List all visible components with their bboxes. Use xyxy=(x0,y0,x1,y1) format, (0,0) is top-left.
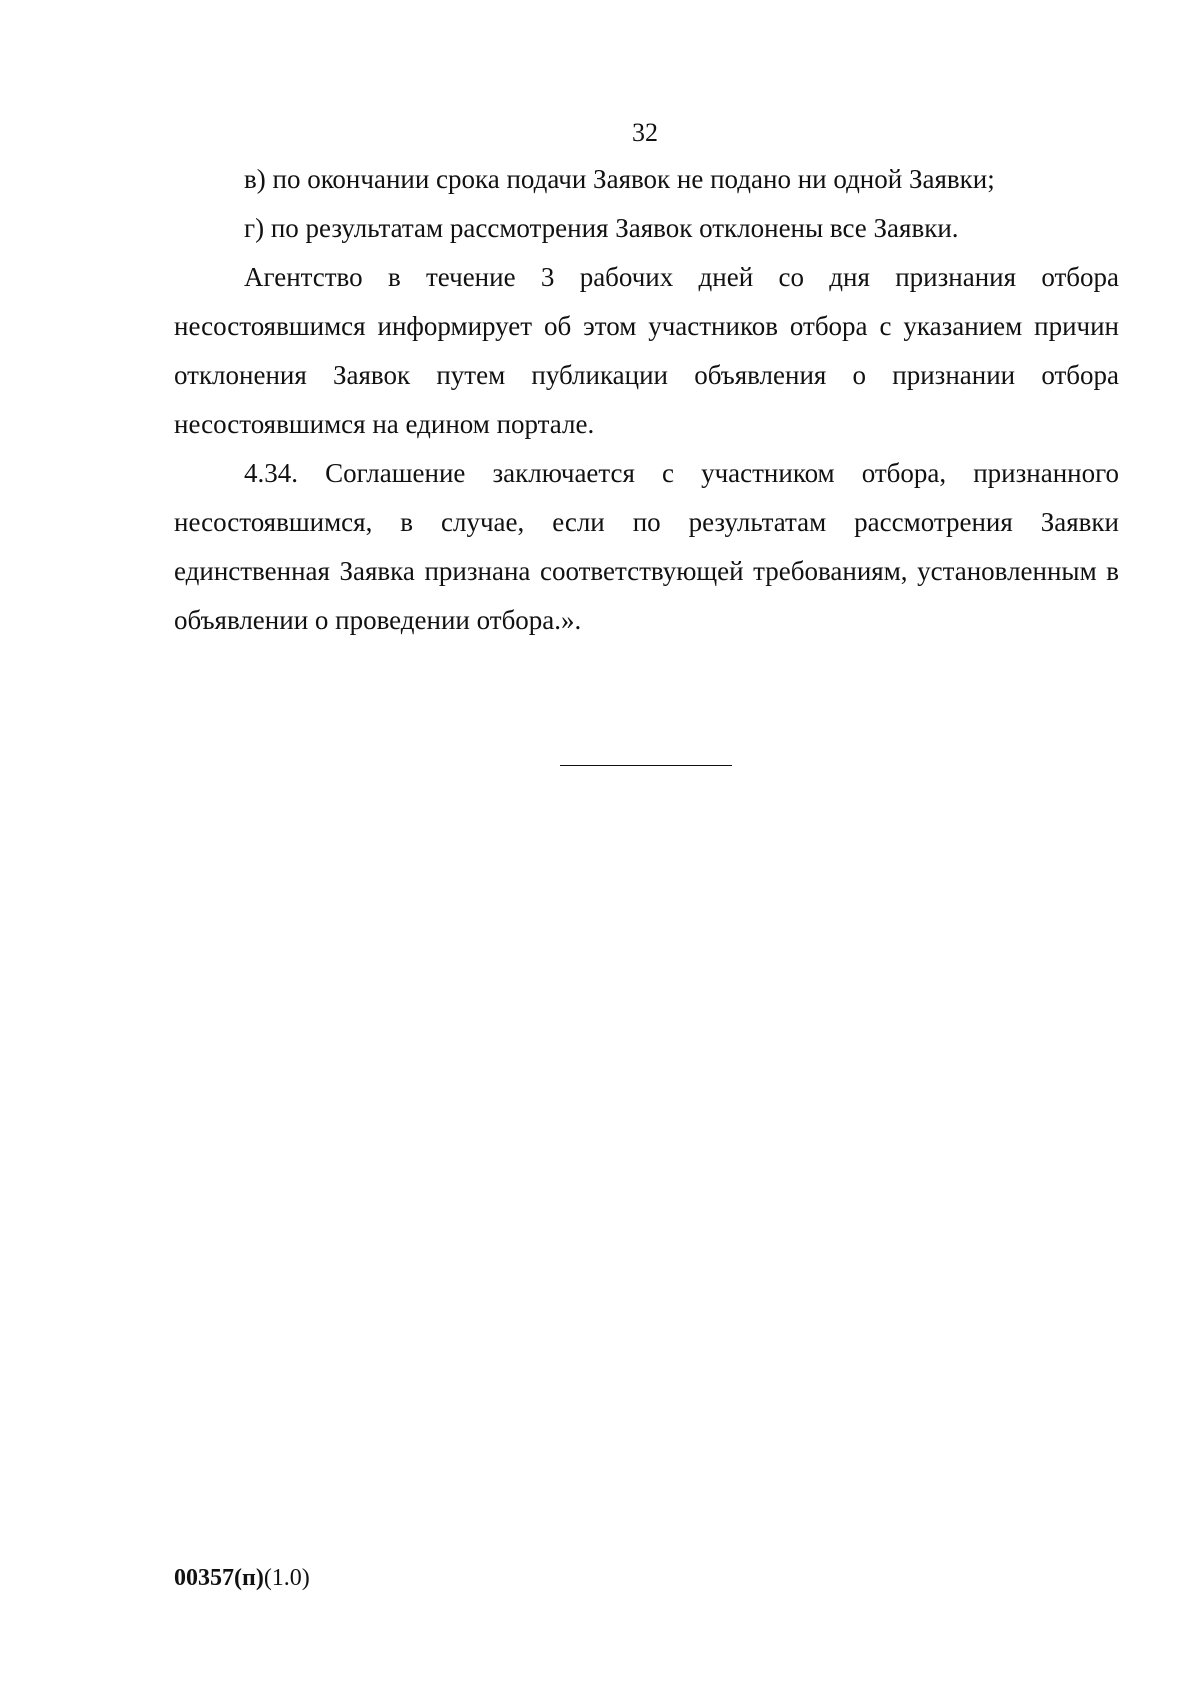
document-code-number: 00357(п) xyxy=(174,1565,264,1591)
document-body xyxy=(174,155,1119,645)
paragraph-clause-4-34: 4.34. Соглашение заключается с участником отбора, признанного несостоявшимся, в случае, если по результатам рассмотрения Заявки единственная Заявка признана соответствующей требованиям, установленным в объявлении о проведении отбора.». xyxy=(174,458,1119,635)
paragraph-item-v: в) по окончании срока подачи Заявок не подано ни одной Заявки; xyxy=(244,164,995,194)
document-code xyxy=(174,1563,310,1593)
page-number: 32 xyxy=(632,118,658,147)
paragraph-agency-notice: Агентство в течение 3 рабочих дней со дня признания отбора несостоявшимся информирует об этом участников отбора с указанием причин отклонения Заявок путем публикации объявления о признании отбора несостоявшимся на едином портале. xyxy=(174,262,1119,439)
paragraph-item-g: г) по результатам рассмотрения Заявок отклонены все Заявки. xyxy=(244,213,959,243)
document-code-version: (1.0) xyxy=(263,1565,310,1591)
end-divider-line xyxy=(560,765,732,766)
